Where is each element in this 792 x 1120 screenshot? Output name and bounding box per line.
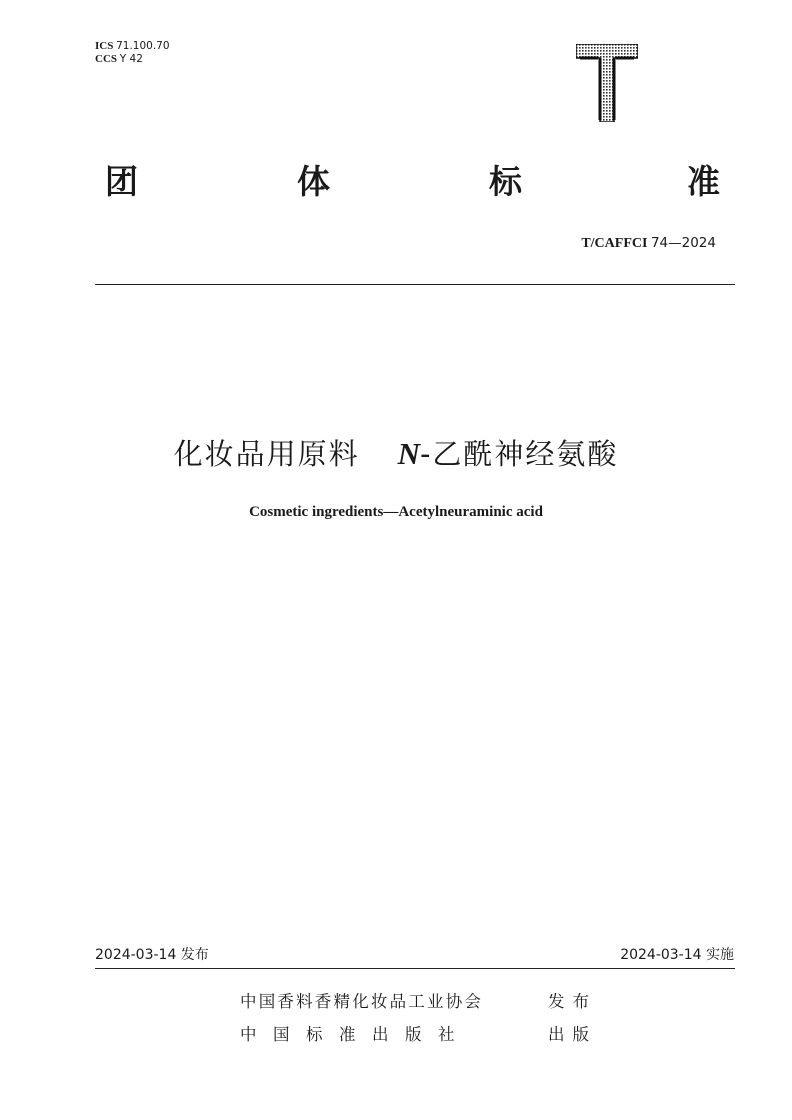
printer-name: 中国标准出版社	[240, 1025, 471, 1044]
standard-number-value: 74—2024	[650, 235, 716, 251]
footer-divider	[95, 968, 735, 969]
standard-logo-t	[576, 44, 638, 122]
printer-action: 出版	[548, 1025, 597, 1044]
classification-codes	[95, 40, 170, 66]
ics-label: ICS	[95, 40, 114, 52]
standard-number-prefix: T/CAFFCI	[581, 236, 648, 251]
ccs-code	[95, 53, 170, 66]
standard-type-heading	[105, 160, 725, 204]
implementation-date: 2024-03-14 实施	[620, 947, 734, 963]
issuer-action: 发布	[548, 992, 597, 1011]
standard-type-char: 团	[105, 162, 138, 201]
ics-code	[95, 40, 170, 53]
header-divider	[95, 284, 735, 285]
title-chinese-latin: N	[397, 436, 420, 471]
title-chinese-main: 化妆品用原料	[173, 437, 360, 471]
standard-type-char: 标	[489, 162, 522, 201]
ccs-value: Y 42	[119, 53, 143, 65]
standard-type-char: 准	[687, 162, 720, 201]
ccs-label: CCS	[95, 53, 118, 65]
title-chinese	[0, 432, 792, 476]
title-chinese-rest: -乙酰神经氨酸	[419, 437, 619, 471]
title-english: Cosmetic ingredients—Acetylneuraminic acid	[249, 504, 543, 520]
standard-number	[581, 235, 716, 252]
release-date: 2024-03-14 发布	[95, 947, 209, 963]
ics-value: 71.100.70	[116, 40, 170, 52]
issuer-name: 中国香料香精化妆品工业协会	[240, 992, 484, 1011]
standard-type-char: 体	[297, 162, 330, 201]
